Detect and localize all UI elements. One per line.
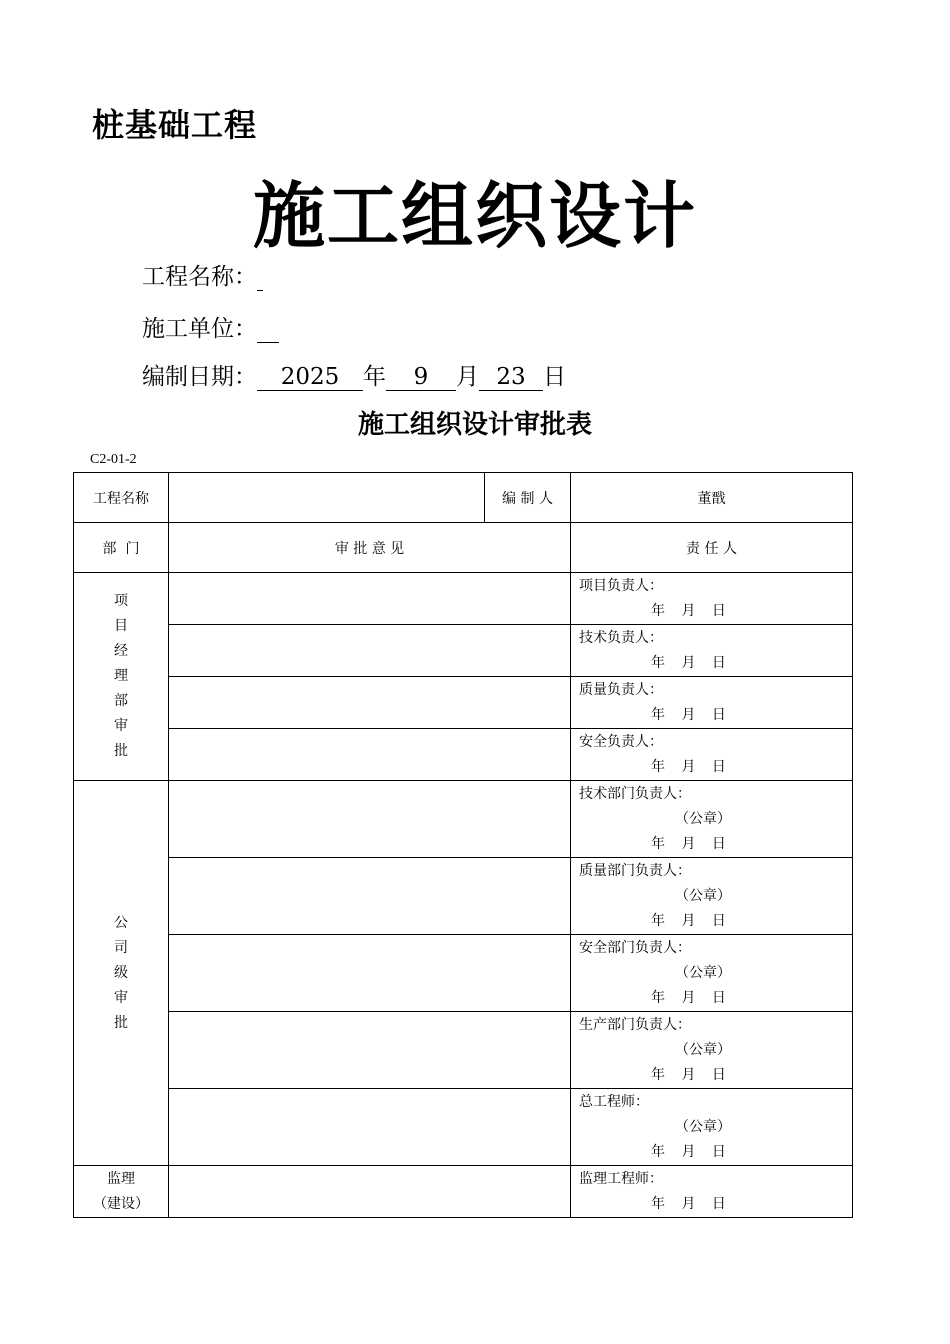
responsible-cell: 项目负责人： 年 月 日	[571, 573, 853, 625]
opinion-cell[interactable]	[169, 677, 571, 729]
contractor-label: 施工单位：	[142, 316, 257, 342]
responsible-cell: 监理工程师： 年 月 日	[571, 1166, 853, 1218]
responsible-cell: 生产部门负责人： （公章） 年 月 日	[571, 1012, 853, 1089]
approval-table-title: 施工组织设计审批表	[357, 410, 592, 440]
project-name-cell[interactable]	[169, 473, 485, 523]
table-row	[74, 781, 853, 858]
opinion-cell[interactable]	[169, 1089, 571, 1166]
dept-header: 部 门	[74, 523, 169, 573]
month-value: 9	[386, 364, 456, 391]
header-row-project	[74, 473, 853, 523]
table-row	[74, 729, 853, 781]
table-row	[74, 573, 853, 625]
dept-project-manager: 项 目 经 理 部 审 批	[74, 573, 169, 781]
date-label: 编制日期：	[142, 364, 257, 390]
table-row	[74, 1089, 853, 1166]
opinion-header: 审 批 意 见	[169, 523, 571, 573]
month-unit: 月	[456, 364, 479, 390]
opinion-cell[interactable]	[169, 573, 571, 625]
opinion-cell[interactable]	[169, 625, 571, 677]
year-value: 2025	[257, 364, 363, 391]
project-name-line	[142, 258, 263, 291]
responsible-cell: 质量负责人： 年 月 日	[571, 677, 853, 729]
contractor-blank	[257, 316, 279, 343]
dept-company-level: 公 司 级 审 批	[74, 781, 169, 1166]
person-header: 责 任 人	[571, 523, 853, 573]
contractor-line	[142, 310, 279, 343]
table-row	[74, 625, 853, 677]
opinion-cell[interactable]	[169, 858, 571, 935]
responsible-cell: 技术负责人： 年 月 日	[571, 625, 853, 677]
opinion-cell[interactable]	[169, 1166, 571, 1218]
form-code: C2-01-2	[90, 452, 137, 467]
opinion-cell[interactable]	[169, 781, 571, 858]
responsible-cell: 质量部门负责人： （公章） 年 月 日	[571, 858, 853, 935]
table-row	[74, 677, 853, 729]
responsible-cell: 安全部门负责人： （公章） 年 月 日	[571, 935, 853, 1012]
compiler-header: 编 制 人	[485, 473, 571, 523]
opinion-cell[interactable]	[169, 729, 571, 781]
responsible-cell: 技术部门负责人： （公章） 年 月 日	[571, 781, 853, 858]
project-name-header: 工程名称	[74, 473, 169, 523]
project-name-label: 工程名称：	[142, 264, 257, 290]
table-row	[74, 1166, 853, 1218]
date-line	[142, 358, 566, 391]
dept-supervision: 监理 （建设）	[74, 1166, 169, 1218]
responsible-cell: 总工程师： （公章） 年 月 日	[571, 1089, 853, 1166]
table-row	[74, 858, 853, 935]
year-unit: 年	[363, 364, 386, 390]
table-row	[74, 1012, 853, 1089]
approval-table	[73, 472, 853, 1218]
responsible-cell: 安全负责人： 年 月 日	[571, 729, 853, 781]
day-value: 23	[479, 364, 543, 391]
cover-title: 施工组织设计	[252, 173, 697, 258]
table-row	[74, 935, 853, 1012]
opinion-cell[interactable]	[169, 1012, 571, 1089]
project-name-blank	[257, 264, 263, 291]
header-row-columns	[74, 523, 853, 573]
compiler-name: 董戬	[571, 473, 853, 523]
cover-subtitle: 桩基础工程	[92, 106, 258, 144]
opinion-cell[interactable]	[169, 935, 571, 1012]
day-unit: 日	[543, 364, 566, 390]
